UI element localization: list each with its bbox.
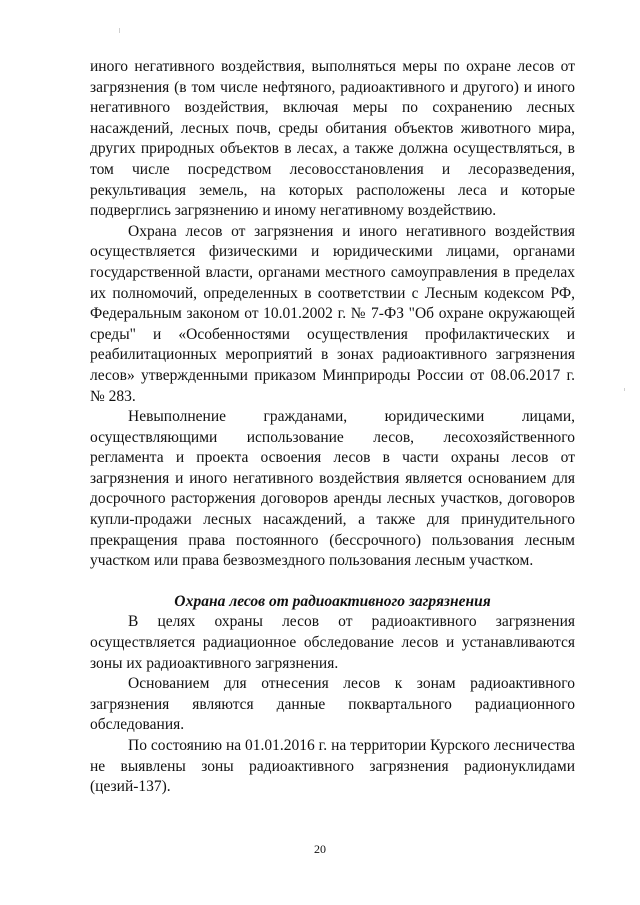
paragraph-status: По состоянию на 01.01.2016 г. на территории Курского лесничества не выявлены зоны радиоактивного загрязнения радионуклидами (цезий-137). <box>90 737 575 796</box>
paragraph-zone-basis: Основанием для отнесения лесов к зонам радиоактивного загрязнения являются данные поквартального радиационного обследования. <box>90 675 575 734</box>
paragraph-continuation: иного негативного воздействия, выполняться меры по охране лесов от загрязнения (в том числе нефтяного, радиоактивного и другого) и иного негативного воздействия, включая меры по сохранению лесных насаждений, лесных почв, среды обитания объектов животного мира, других природных объектов в лесах, а также должна осуществляться, в том числе посредством лесовосстановления и лесоразведения, рекультивация земель, на которых расположены леса и которые подверглись загрязнению и иному негативному воздействию. <box>90 58 575 220</box>
paragraph-responsibility: Охрана лесов от загрязнения и иного негативного воздействия осуществляется физическими и юридическими лицами, органами государственной власти, органами местного самоуправления в пределах их полномочий, определенных в соответствии с Лесным кодексом РФ, Федеральным законом от 10.01.2002 г. № 7-ФЗ "Об охране окружающей среды" и «Особенностями осуществления профилактических и реабилитационных мероприятий в зонах радиоактивного загрязнения лесов» утвержденными приказом Минприроды России от 08.06.2017 г. № 283. <box>90 222 575 405</box>
scan-mark <box>624 388 625 391</box>
page-number: 20 <box>314 842 326 856</box>
paragraph-radiation-survey: В целях охраны лесов от радиоактивного загрязнения осуществляется радиационное обследование лесов и устанавливаются зоны их радиоактивного загрязнения. <box>90 613 575 672</box>
section-heading: Охрана лесов от радиоактивного загрязнения <box>174 592 491 610</box>
paragraph-consequences: Невыполнение гражданами, юридическими лицами, осуществляющими использование лесов, лесохозяйственного регламента и проекта освоения лесов в части охраны лесов от загрязнения и иного негативного воздействия является основанием для досрочного расторжения договоров аренды лесных участков, договоров купли-продажи лесных насаждений, а также для принудительного прекращения права постоянного (бессрочного) пользования лесным участком или права безвозмездного пользования лесным участком. <box>90 408 575 570</box>
section-gap <box>90 572 575 592</box>
scan-mark <box>119 28 120 33</box>
page-body <box>90 57 575 798</box>
